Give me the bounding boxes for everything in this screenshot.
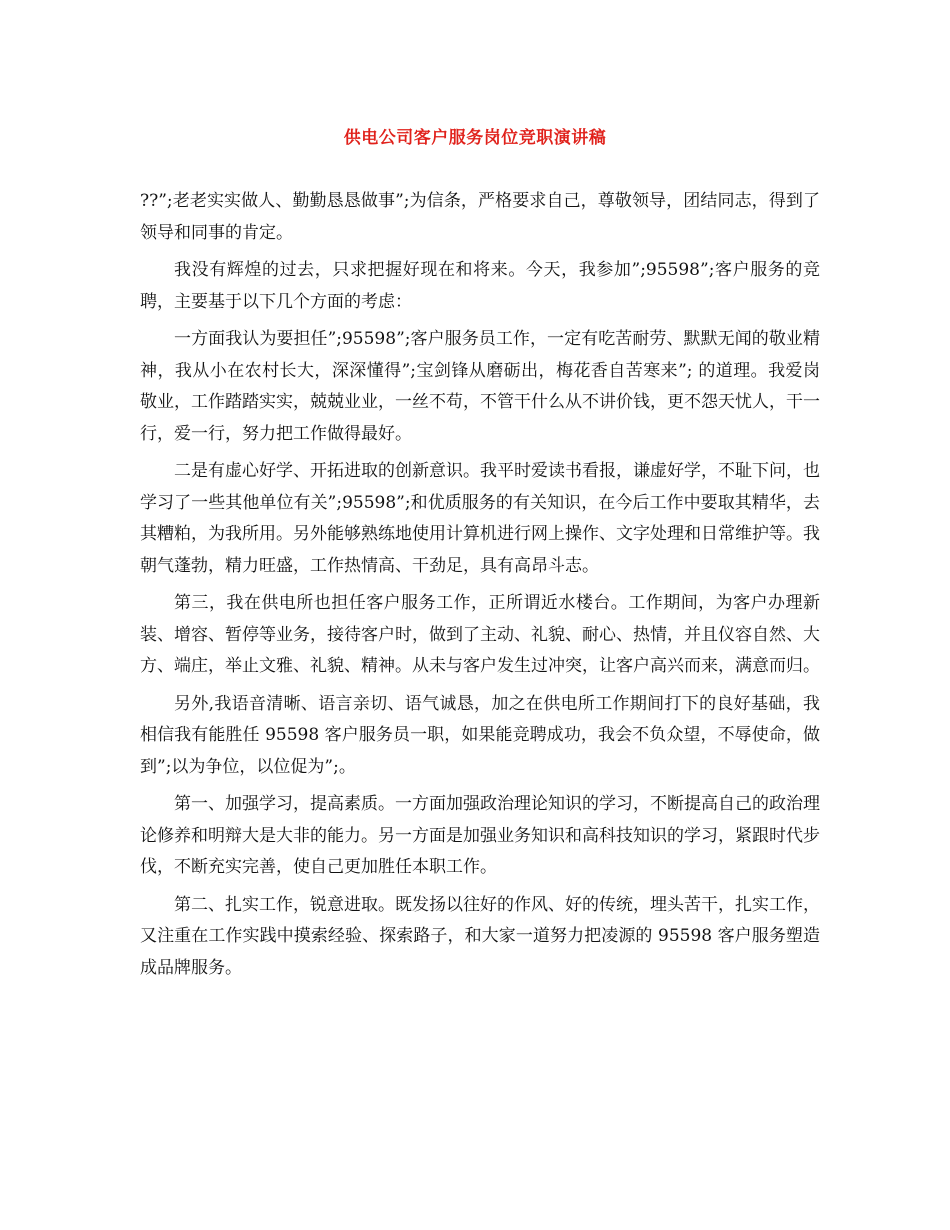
paragraph: 第三，我在供电所也担任客户服务工作，正所谓近水楼台。工作期间，为客户办理新装、增容、暂停等业务，接待客户时，做到了主动、礼貌、耐心、热情，并且仪容自然、大方、端庄，举止文雅、礼貌、精神。从未与客户发生过冲突，让客户高兴而来，满意而归。	[140, 593, 820, 676]
paragraph: 二是有虚心好学、开拓进取的创新意识。我平时爱读书看报，谦虚好学，不耻下问，也学习了一些其他单位有关”;95598”;和优质服务的有关知识，在今后工作中要取其精华，去其糟粕，为我所用。另外能够熟练地使用计算机进行网上操作、文字处理和日常维护等。我朝气蓬勃，精力旺盛，工作热情高、干劲足，具有高昂斗志。	[140, 461, 820, 576]
paragraph: 我没有辉煌的过去，只求把握好现在和将来。今天，我参加”;95598”;客户服务的竞聘，主要基于以下几个方面的考虑：	[140, 260, 820, 312]
paragraph: ??”;老老实实做人、勤勤恳恳做事”;为信条，严格要求自己，尊敬领导，团结同志，得到了领导和同事的肯定。	[140, 191, 820, 243]
paragraph: 第二、扎实工作，锐意进取。既发扬以往好的作风、好的传统，埋头苦干，扎实工作，又注重在工作实践中摸索经验、探索路子，和大家一道努力把凌源的 95598 客户服务塑造成品牌服务。	[140, 894, 820, 978]
document-body	[140, 186, 820, 990]
document-title: 供电公司客户服务岗位竞职演讲稿	[343, 128, 607, 148]
paragraph: 第一、加强学习，提高素质。一方面加强政治理论知识的学习，不断提高自己的政治理论修养和明辩大是大非的能力。另一方面是加强业务知识和高科技知识的学习，紧跟时代步伐，不断充实完善，使自己更加胜任本职工作。	[140, 794, 820, 877]
paragraph: 一方面我认为要担任”;95598”;客户服务员工作，一定有吃苦耐劳、默默无闻的敬业精神，我从小在农村长大，深深懂得”;宝剑锋从磨砺出，梅花香自苦寒来”; 的道理。我爱岗敬业，工作踏踏实实，兢兢业业，一丝不苟，不管干什么从不讲价钱，更不怨天忧人，干一行，爱一行，努力把工作做得最好。	[140, 329, 820, 444]
paragraph: 另外,我语音清晰、语言亲切、语气诚恳，加之在供电所工作期间打下的良好基础，我相信我有能胜任 95598 客户服务员一职，如果能竞聘成功，我会不负众望，不辱使命，做到”;以为争位，以位促为”;。	[140, 693, 820, 777]
